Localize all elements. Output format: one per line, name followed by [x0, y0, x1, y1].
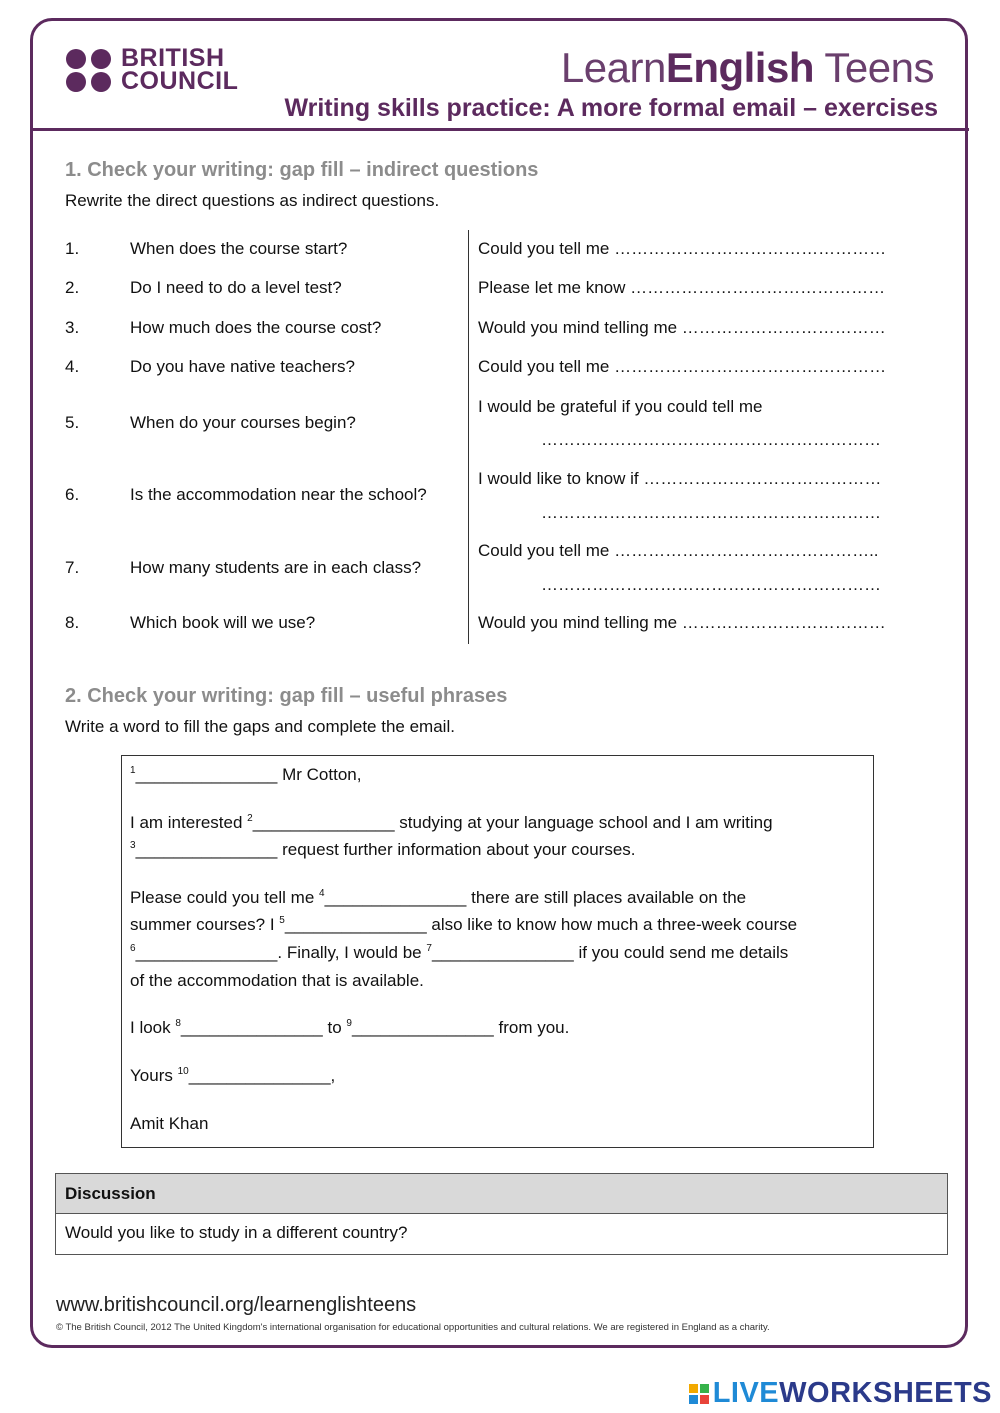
email-signature: Amit Khan [130, 1114, 209, 1133]
email-text: also like to know how much a three-week course [426, 915, 798, 934]
direct-question: How much does the course cost? [130, 318, 382, 337]
discussion-box [55, 1173, 948, 1255]
email-text: Yours [130, 1066, 178, 1085]
indirect-answer-line[interactable]: Could you tell me ………………………………………… [478, 239, 887, 258]
gap-number: 5 [279, 915, 285, 926]
le-logo-part3: Teens [814, 44, 934, 91]
gap-blank-5[interactable]: _______________ [284, 915, 427, 934]
email-line [130, 840, 636, 860]
email-text: there are still places available on the [466, 888, 747, 907]
liveworksheets-watermark [689, 1377, 992, 1410]
email-text: Mr Cotton, [277, 765, 362, 784]
indirect-answer-line[interactable]: Could you tell me ……………………………………….. [478, 541, 879, 560]
question-number: 8. [65, 613, 80, 632]
question-number: 1. [65, 239, 80, 258]
question-number: 2. [65, 278, 80, 297]
british-council-logo [66, 44, 239, 95]
gap-number: 10 [177, 1066, 189, 1077]
gap-number: 8 [175, 1018, 181, 1029]
email-text: Please could you tell me [130, 888, 319, 907]
question-number: 5. [65, 413, 80, 432]
email-text: studying at your language school and I am writing [394, 813, 773, 832]
gap-blank-8[interactable]: _______________ [180, 1018, 323, 1037]
indirect-answer-line[interactable]: I would be grateful if you could tell me [478, 397, 763, 416]
header-divider [31, 128, 969, 131]
email-text: I am interested [130, 813, 248, 832]
gap-blank-7[interactable]: _______________ [431, 943, 574, 962]
gap-number: 2 [247, 813, 253, 824]
direct-question: How many students are in each class? [130, 558, 422, 577]
gap-blank-10[interactable]: _______________ [188, 1066, 331, 1085]
gap-blank-9[interactable]: _______________ [351, 1018, 494, 1037]
direct-question: Do you have native teachers? [130, 357, 355, 376]
direct-question: Is the accommodation near the school? [130, 485, 427, 504]
email-text: I look [130, 1018, 176, 1037]
indirect-answer-line[interactable]: I would like to know if …………………………………… [478, 469, 882, 488]
discussion-heading: Discussion [56, 1174, 947, 1214]
indirect-answer-line-continued[interactable]: …………………………………………………… [541, 430, 881, 449]
gap-blank-1[interactable]: _______________ [135, 765, 278, 784]
email-line [130, 1066, 335, 1086]
indirect-answer-line[interactable]: Would you mind telling me ……………………………… [478, 613, 886, 632]
document-title: Writing skills practice: A more formal email – exercises [284, 94, 938, 122]
email-line [130, 943, 788, 963]
email-line [130, 813, 773, 833]
footer-copyright: © The British Council, 2012 The United Kingdom's international organisation for educational opportunities and cultural relations. We are registered in England as a charity. [56, 1322, 770, 1333]
gap-number: 3 [130, 840, 136, 851]
bc-logo-line2: COUNCIL [121, 67, 239, 95]
gap-number: 7 [426, 943, 432, 954]
email-text: summer courses? I [130, 915, 280, 934]
section2-title: 2. Check your writing: gap fill – useful phrases [65, 685, 508, 707]
email-text: , [330, 1066, 336, 1085]
gap-blank-6[interactable]: _______________ [135, 943, 278, 962]
indirect-answer-line-continued[interactable]: …………………………………………………… [541, 575, 881, 594]
le-logo-part1: Learn [560, 44, 666, 91]
discussion-question: Would you like to study in a different country? [65, 1223, 408, 1242]
direct-question: Which book will we use? [130, 613, 316, 632]
email-text: from you. [493, 1018, 570, 1037]
email-text: to [322, 1018, 347, 1037]
indirect-answer-line[interactable]: Could you tell me ………………………………………… [478, 357, 887, 376]
email-text: if you could send me details [573, 943, 789, 962]
indirect-answer-line[interactable]: Please let me know ……………………………………… [478, 278, 886, 297]
gap-number: 1 [130, 765, 136, 776]
learnenglish-teens-logo [561, 44, 934, 92]
page-frame [30, 18, 968, 1348]
liveworksheets-icon [689, 1384, 709, 1404]
question-number: 4. [65, 357, 80, 376]
british-council-dots-icon [66, 49, 113, 92]
footer-url[interactable]: www.britishcouncil.org/learnenglishteens [56, 1294, 417, 1316]
direct-question: Do I need to do a level test? [130, 278, 342, 297]
section2-instruction: Write a word to fill the gaps and complete the email. [65, 717, 455, 736]
section1-title: 1. Check your writing: gap fill – indirect questions [65, 159, 539, 181]
direct-question: When do your courses begin? [130, 413, 356, 432]
email-line [130, 1018, 569, 1038]
gap-number: 4 [319, 888, 325, 899]
email-line [130, 915, 797, 935]
email-text: request further information about your courses. [277, 840, 636, 859]
question-number: 7. [65, 558, 80, 577]
le-logo-part2: English [665, 44, 814, 91]
indirect-answer-line[interactable]: Would you mind telling me ……………………………… [478, 318, 886, 337]
email-line-greeting [130, 765, 361, 785]
section1-instruction: Rewrite the direct questions as indirect questions. [65, 191, 440, 210]
email-text: . Finally, I would be [277, 943, 427, 962]
direct-question: When does the course start? [130, 239, 348, 258]
question-number: 3. [65, 318, 80, 337]
gap-number: 9 [346, 1018, 352, 1029]
question-table-divider [468, 230, 469, 644]
bc-logo-line1: BRITISH [121, 44, 225, 72]
gap-blank-3[interactable]: _______________ [135, 840, 278, 859]
watermark-suffix: WORKSHEETS [779, 1377, 992, 1409]
indirect-answer-line-continued[interactable]: …………………………………………………… [541, 503, 881, 522]
email-line: of the accommodation that is available. [130, 971, 424, 990]
gap-blank-4[interactable]: _______________ [324, 888, 467, 907]
question-number: 6. [65, 485, 80, 504]
email-line [130, 888, 746, 908]
watermark-prefix: LIVE [712, 1377, 780, 1409]
gap-number: 6 [130, 943, 136, 954]
gap-blank-2[interactable]: _______________ [252, 813, 395, 832]
